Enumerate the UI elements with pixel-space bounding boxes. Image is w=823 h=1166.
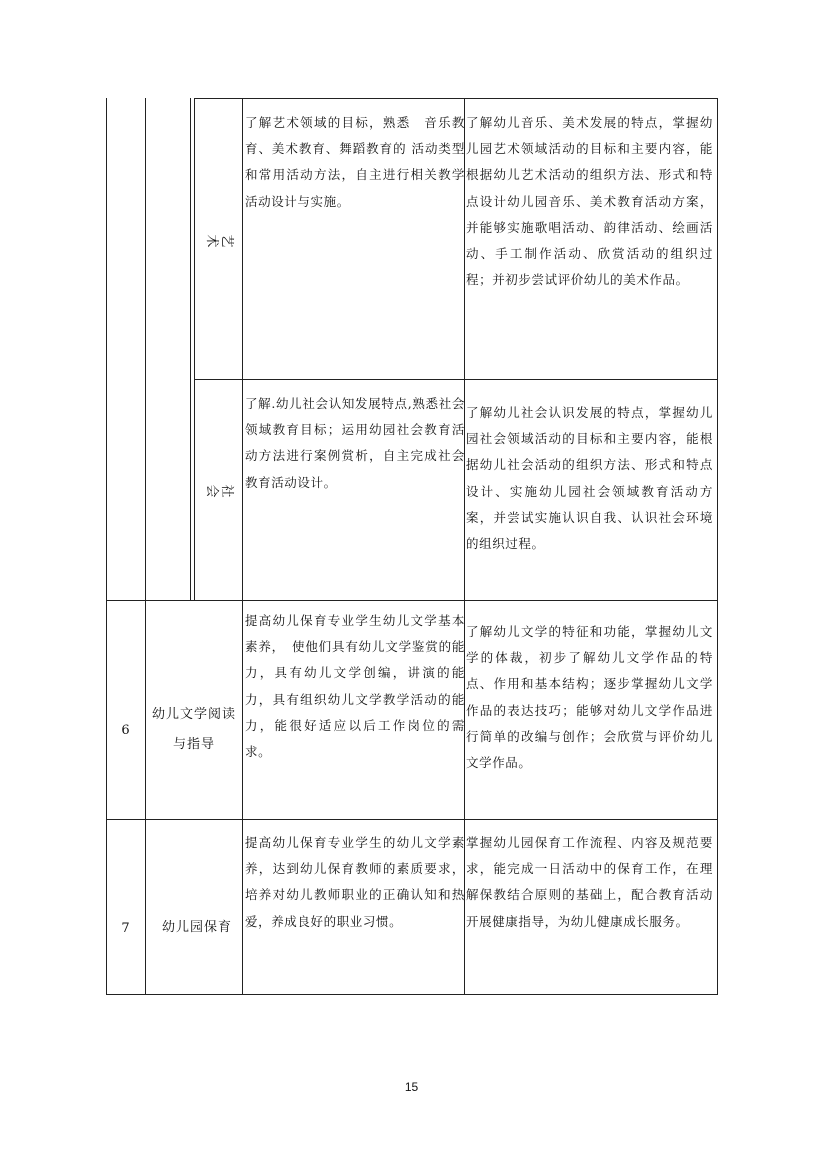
lit-content: 了解幼儿文学的特征和功能，掌握幼儿文学的体裁，初步了解幼儿文学作品的特点、作用和基本结构；逐步掌握幼儿文学作品的表达技巧；能够对幼儿文学作品进行简单的改编与创作；会欣赏与评价幼儿文学作品。 [466, 624, 713, 771]
care-content: 掌握幼儿园保育工作流程、内容及规范要求，能完成一日活动中的保育工作，在理解保教结合原则的基础上，配合教育活动开展健康指导，为幼儿健康成长服务。 [466, 835, 713, 929]
row-number: 7 [121, 921, 130, 936]
table-row-divider [106, 600, 718, 601]
table-border-left [106, 98, 107, 995]
subject-label-art: 艺术 [204, 231, 235, 247]
table-border-bottom [106, 994, 718, 995]
table-divider-sub-a [190, 98, 191, 600]
table-divider-sub-b [194, 98, 195, 600]
course-name: 幼儿文学阅读与指导 [151, 707, 236, 752]
care-objective: 提高幼儿保育专业学生的幼儿文学素养，达到幼儿保育教师的素质要求，培养对幼儿教师职业的正确认知和热爱，养成良好的职业习惯。 [245, 835, 465, 929]
table-border-right [717, 98, 718, 995]
table-row-divider [194, 379, 718, 380]
row-number: 6 [121, 723, 130, 738]
table-divider-col1 [145, 98, 146, 995]
social-content: 了解幼儿社会认识发展的特点，掌握幼儿园社会领域活动的目标和主要内容，能根据幼儿社会活动的组织方法、形式和特点设计、实施幼儿园社会领域教育活动方案，并尝试实施认识自我、认识社会环境的组织过程。 [466, 405, 713, 552]
table-divider-col3 [242, 98, 243, 995]
course-name: 幼儿园保育 [161, 920, 232, 935]
table-border-top [194, 98, 718, 99]
subject-label-social: 社会 [204, 481, 235, 497]
curriculum-table [106, 98, 718, 995]
lit-objective: 提高幼儿保育专业学生幼儿文学基本素养， 使他们具有幼儿文学鉴赏的能力，具有幼儿文学创编，讲演的能力，具有组织幼儿文学教学活动的能力，能很好适应以后工作岗位的需求。 [245, 613, 465, 760]
social-objective: 了解.幼儿社会认知发展特点,熟悉社会领域教育目标；运用幼园社会教育活动方法进行案例赏析，自主完成社会教育活动设计。 [245, 396, 465, 490]
table-row-divider [106, 819, 718, 820]
art-content: 了解幼儿音乐、美术发展的特点，掌握幼儿园艺术领域活动的目标和主要内容，能根据幼儿艺术活动的组织方法、形式和特点设计幼儿园音乐、美术教育活动方案，并能够实施歌唱活动、韵律活动、绘画活动、手工制作活动、欣赏活动的组织过程；并初步尝试评价幼儿的美术作品。 [466, 115, 713, 288]
page-number: 15 [404, 1080, 419, 1094]
art-objective: 了解艺术领域的目标，熟悉 音乐教育、美术教育、舞蹈教育的 活动类型和常用活动方法，自主进行相关教学活动设计与实施。 [245, 115, 465, 209]
